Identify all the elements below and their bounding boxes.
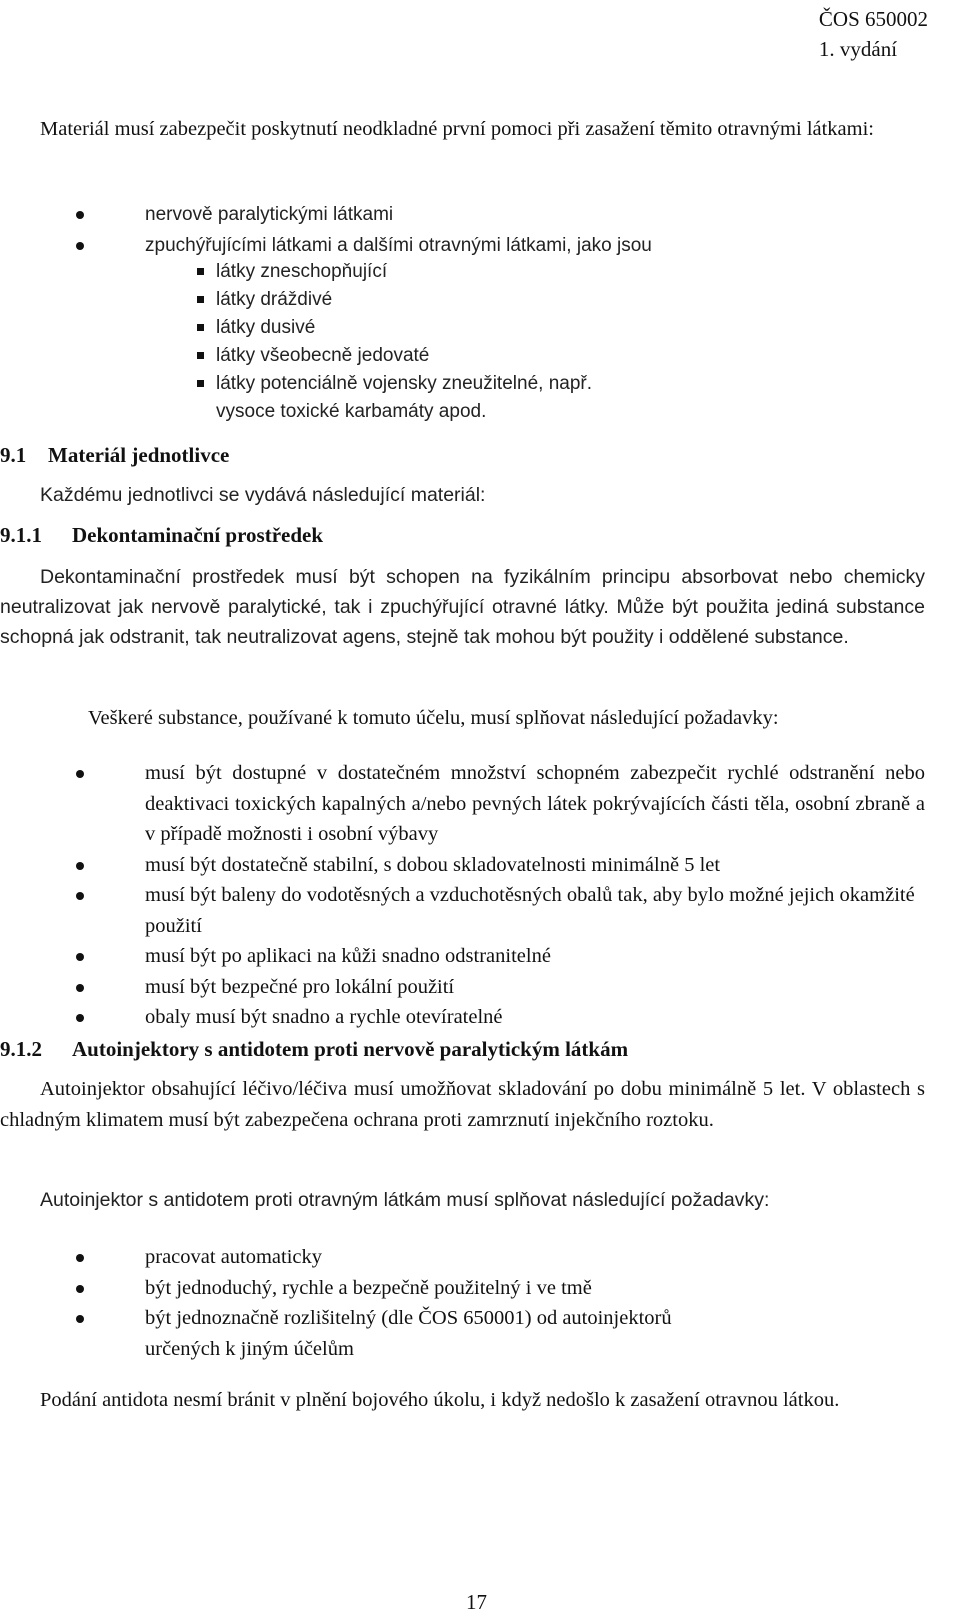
bullet-icon bbox=[76, 1254, 84, 1262]
section-9-1-2-closing-paragraph: Podání antidota nesmí bránit v plnění bojového úkolu, i když nedošlo k zasažení otravnou látkou. bbox=[40, 1389, 840, 1411]
list-item: musí být dostupné v dostatečném množství schopném zabezpečit rychlé odstranění nebo deaktivaci toxických kapalných a/nebo pevných látek pokrývajících části těla, osobní zbraně a v případě možnosti i osobní výbavy bbox=[0, 758, 925, 850]
intro-paragraph: Materiál musí zabezpečit poskytnutí neodkladné první pomoci při zasažení těmito otravnými látkami: bbox=[40, 118, 874, 140]
list-item: být jednoduchý, rychle a bezpečně použitelný i ve tmě bbox=[0, 1273, 925, 1304]
list-item: musí být po aplikaci na kůži snadno odstranitelné bbox=[0, 941, 925, 972]
bullet-icon bbox=[76, 1014, 84, 1022]
edition-label: 1. vydání bbox=[818, 37, 898, 61]
square-bullet-icon bbox=[197, 268, 204, 275]
autoinjector-requirements-list bbox=[0, 1242, 925, 1364]
section-9-1-2-paragraph: Autoinjektor obsahující léčivo/léčiva musí umožňovat skladování po dobu minimálně 5 let. V oblastech s chladným klimatem musí být zabezpečena ochrana proti zamrznutí injekčního roztoku. bbox=[0, 1078, 925, 1131]
intro-sublist bbox=[0, 258, 830, 426]
bullet-icon bbox=[76, 242, 84, 250]
bullet-icon bbox=[76, 862, 84, 870]
square-bullet-icon bbox=[197, 352, 204, 359]
document-code: ČOS 650002 bbox=[818, 7, 928, 31]
bullet-icon bbox=[76, 770, 84, 778]
section-9-1-lead: Každému jednotlivci se vydává následující materiál: bbox=[40, 484, 486, 506]
page-number: 17 bbox=[466, 1590, 487, 1614]
list-item: pracovat automaticky bbox=[0, 1242, 925, 1273]
list-item: být jednoznačně rozlišitelný (dle ČOS 650001) od autoinjektorů určených k jiným účelům bbox=[0, 1303, 745, 1364]
page-header bbox=[819, 4, 928, 64]
intro-list bbox=[0, 199, 900, 260]
list-item: látky všeobecně jedovaté bbox=[0, 342, 830, 370]
section-9-1-1-requirements-lead: Veškeré substance, používané k tomuto účelu, musí splňovat následující požadavky: bbox=[88, 707, 779, 729]
section-9-1-2-requirements-lead: Autoinjektor s antidotem proti otravným látkám musí splňovat následující požadavky: bbox=[40, 1189, 770, 1211]
list-item: obaly musí být snadno a rychle otevíratelné bbox=[0, 1002, 925, 1033]
section-9-1-1-heading: 9.1.1 Dekontaminační prostředek bbox=[0, 523, 324, 547]
section-9-1-1-paragraph: Dekontaminační prostředek musí být schopen na fyzikálním principu absorbovat nebo chemicky neutralizovat jak nervově paralytické, tak i zpuchýřující otravné látky. Může být použita jediná substance schopná jak odstranit, tak neutralizovat agens, stejně tak mohou být použity i oddělené substance. bbox=[0, 566, 925, 648]
bullet-icon bbox=[76, 1285, 84, 1293]
list-item: látky dráždivé bbox=[0, 286, 830, 314]
decontamination-requirements-list bbox=[0, 758, 925, 1033]
section-9-1-heading: 9.1 Materiál jednotlivce bbox=[0, 443, 230, 467]
list-item: látky zneschopňující bbox=[0, 258, 830, 286]
list-item: musí být baleny do vodotěsných a vzduchotěsných obalů tak, aby bylo možné jejich okamžité použití bbox=[0, 880, 925, 941]
list-item: musí být dostatečně stabilní, s dobou skladovatelnosti minimálně 5 let bbox=[0, 850, 925, 881]
bullet-icon bbox=[76, 953, 84, 961]
square-bullet-icon bbox=[197, 324, 204, 331]
bullet-icon bbox=[76, 984, 84, 992]
bullet-icon bbox=[76, 211, 84, 219]
list-item: musí být bezpečné pro lokální použití bbox=[0, 972, 925, 1003]
list-item: zpuchýřujícími látkami a dalšími otravnými látkami, jako jsou bbox=[0, 230, 900, 261]
bullet-icon bbox=[76, 892, 84, 900]
square-bullet-icon bbox=[197, 380, 204, 387]
bullet-icon bbox=[76, 1315, 84, 1323]
list-item: látky potenciálně vojensky zneužitelné, např. vysoce toxické karbamáty apod. bbox=[0, 370, 616, 426]
list-item: nervově paralytickými látkami bbox=[0, 199, 900, 230]
square-bullet-icon bbox=[197, 296, 204, 303]
list-item: látky dusivé bbox=[0, 314, 830, 342]
section-9-1-2-heading: 9.1.2 Autoinjektory s antidotem proti nervově paralytickým látkám bbox=[0, 1037, 629, 1061]
